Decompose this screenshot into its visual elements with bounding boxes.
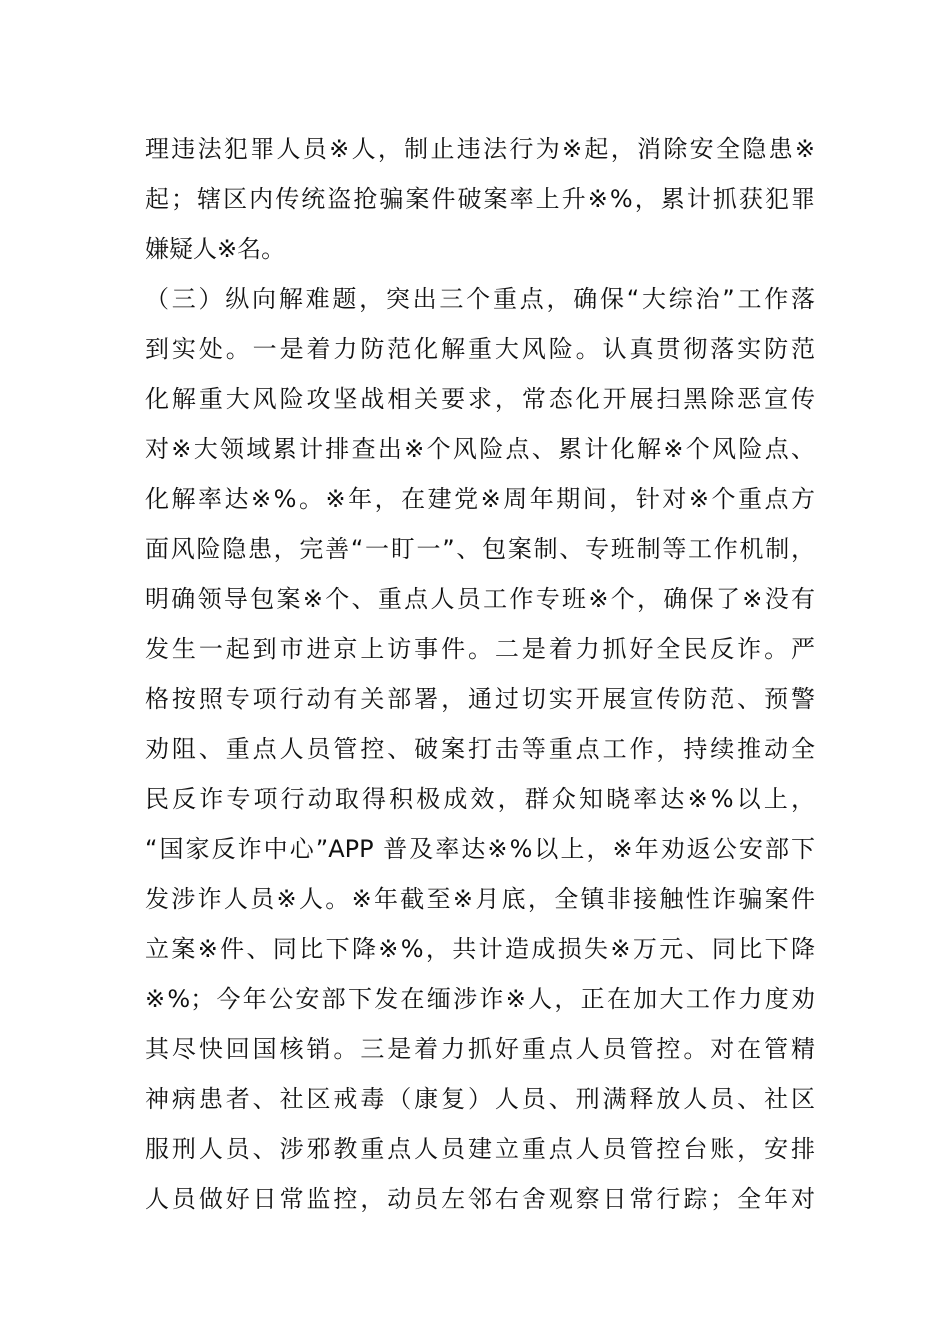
- text-line: 嫌疑人※名。: [145, 235, 286, 263]
- text-line: 其尽快回国核销。三是着力抓好重点人员管控。对在管精: [145, 1035, 815, 1063]
- text-line: 格按照专项行动有关部署，通过切实开展宣传防范、预警: [145, 685, 815, 713]
- section-heading-line: （三）纵向解难题，突出三个重点，确保“大综治”工作落: [145, 285, 815, 313]
- text-line: 立案※件、同比下降※%，共计造成损失※万元、同比下降: [145, 935, 815, 963]
- text-line: 服刑人员、涉邪教重点人员建立重点人员管控台账，安排: [145, 1135, 815, 1163]
- text-line: 明确领导包案※个、重点人员工作专班※个，确保了※没有: [145, 585, 815, 613]
- text-line: “国家反诈中心”APP 普及率达※%以上，※年劝返公安部下: [145, 835, 815, 863]
- text-line: 理违法犯罪人员※人，制止违法行为※起，消除安全隐患※: [145, 135, 815, 163]
- text-line: 对※大领域累计排查出※个风险点、累计化解※个风险点、: [145, 435, 815, 463]
- text-line: 化解重大风险攻坚战相关要求，常态化开展扫黑除恶宣传: [145, 385, 815, 413]
- text-line: 到实处。一是着力防范化解重大风险。认真贯彻落实防范: [145, 335, 815, 363]
- text-line: 发涉诈人员※人。※年截至※月底，全镇非接触性诈骗案件: [145, 885, 815, 913]
- text-line: 化解率达※%。※年，在建党※周年期间，针对※个重点方: [145, 485, 815, 513]
- text-line: 神病患者、社区戒毒（康复）人员、刑满释放人员、社区: [145, 1085, 815, 1113]
- text-line: ※%；今年公安部下发在缅涉诈※人，正在加大工作力度劝: [145, 985, 815, 1013]
- text-line: 劝阻、重点人员管控、破案打击等重点工作，持续推动全: [145, 735, 815, 763]
- body-text: [145, 124, 815, 1224]
- text-line: 发生一起到市进京上访事件。二是着力抓好全民反诈。严: [145, 635, 815, 663]
- text-line: 起；辖区内传统盗抢骗案件破案率上升※%，累计抓获犯罪: [145, 185, 815, 213]
- text-line: 面风险隐患，完善“一盯一”、包案制、专班制等工作机制，: [145, 535, 815, 563]
- text-line: 民反诈专项行动取得积极成效，群众知晓率达※%以上，: [145, 785, 815, 813]
- text-line: 人员做好日常监控，动员左邻右舍观察日常行踪；全年对: [145, 1185, 815, 1213]
